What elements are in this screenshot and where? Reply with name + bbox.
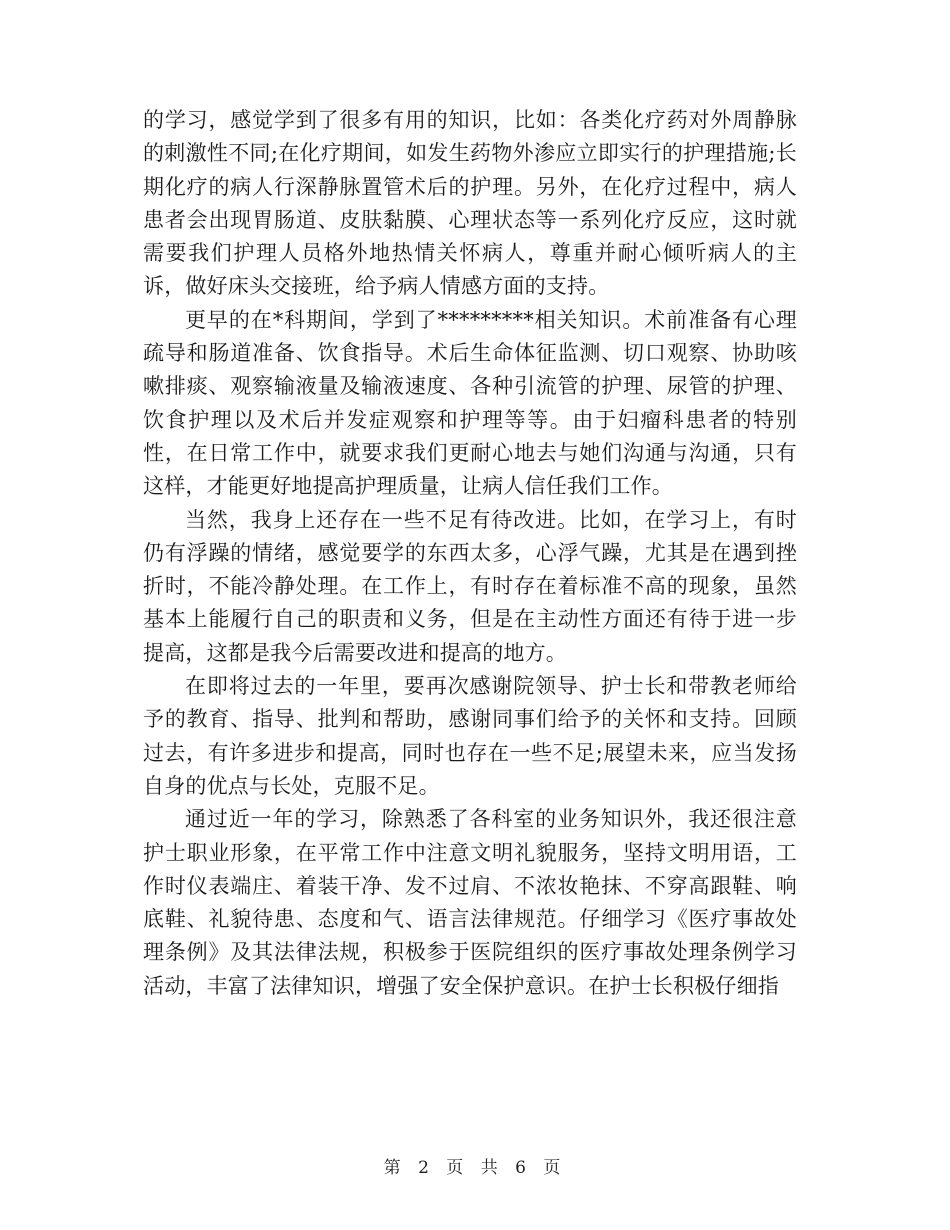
document-body — [143, 104, 797, 1003]
paragraph-3: 当然，我身上还存在一些不足有待改进。比如，在学习上，有时仍有浮躁的情绪，感觉要学的东西太多，心浮气躁，尤其是在遇到挫折时，不能冷静处理。在工作上，有时存在着标准不高的现象，虽然基本上能履行自己的职责和义务，但是在主动性方面还有待于进一步提高，这都是我今后需要改进和提高的地方。 — [143, 507, 797, 665]
paragraph-2: 更早的在*科期间，学到了*********相关知识。术前准备有心理疏导和肠道准备、饮食指导。术后生命体征监测、切口观察、协助咳嗽排痰、观察输液量及输液速度、各种引流管的护理、尿管的护理、饮食护理以及术后并发症观察和护理等等。由于妇瘤科患者的特别性，在日常工作中，就要求我们更耐心地去与她们沟通与沟通，只有这样，才能更好地提高护理质量，让病人信任我们工作。 — [143, 307, 797, 499]
page-footer: 第 2 页 共 6 页 — [383, 1158, 567, 1178]
paragraph-4: 在即将过去的一年里，要再次感谢院领导、护士长和带教老师给予的教育、指导、批判和帮助，感谢同事们给予的关怀和支持。回顾过去，有许多进步和提高，同时也存在一些不足;展望未来，应当发扬自身的优点与长处，克服不足。 — [143, 674, 797, 798]
paragraph-1: 的学习，感觉学到了很多有用的知识，比如：各类化疗药对外周静脉的刺激性不同;在化疗期间，如发生药物外渗应立即实行的护理措施;长期化疗的病人行深静脉置管术后的护理。另外，在化疗过程中，病人患者会出现胃肠道、皮肤黏膜、心理状态等一系列化疗反应，这时就需要我们护理人员格外地热情关怀病人，尊重并耐心倾听病人的主诉，做好床头交接班，给予病人情感方面的支持。 — [143, 108, 797, 299]
paragraph-5: 通过近一年的学习，除熟悉了各科室的业务知识外，我还很注意护士职业形象，在平常工作中注意文明礼貌服务，坚持文明用语，工作时仪表端庄、着装干净、发不过肩、不浓妆艳抹、不穿高跟鞋、响底鞋、礼貌待患、态度和气、语言法律规范。仔细学习《医疗事故处理条例》及其法律法规，积极参于医院组织的医疗事故处理条例学习活动，丰富了法律知识，增强了安全保护意识。在护士长积极仔细指 — [143, 807, 797, 998]
